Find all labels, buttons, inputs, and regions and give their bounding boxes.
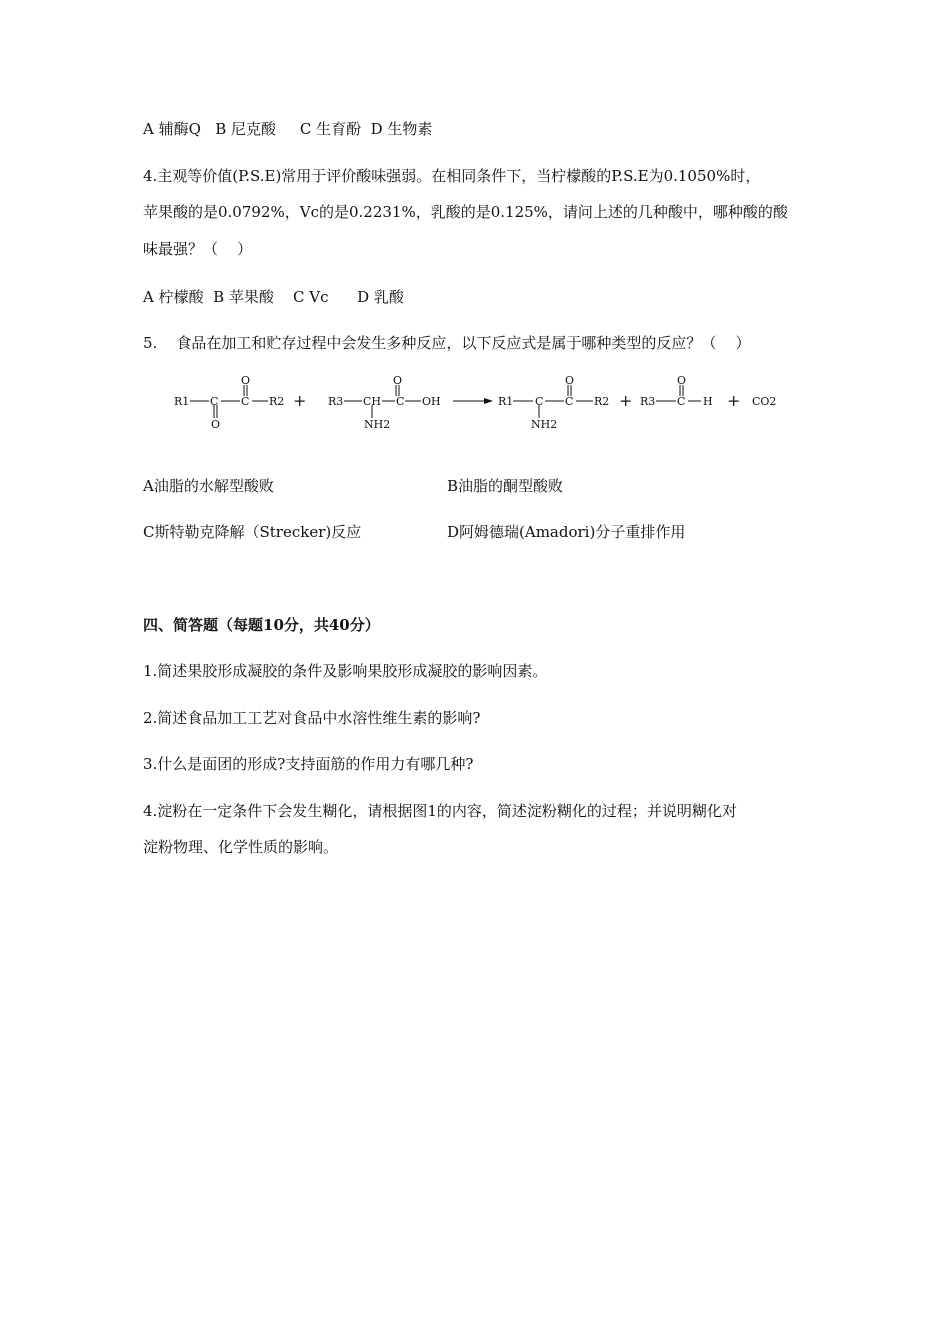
q5-option-b: B油脂的酮型酸败 (447, 477, 564, 495)
short-answer-q3: 3.什么是面团的形成?支持面筋的作用力有哪几种? (143, 755, 474, 773)
q4-options: A 柠檬酸 B 苹果酸 C Vc D 乳酸 (143, 288, 404, 306)
q5-option-a: A油脂的水解型酸败 (143, 477, 274, 495)
co2-label: CO2 (752, 395, 777, 408)
r3-label: R3 (328, 395, 344, 408)
q5-option-d: D阿姆德瑞(Amadori)分子重排作用 (447, 523, 686, 541)
c-label: C (241, 395, 250, 408)
r2-label: R2 (269, 395, 285, 408)
ch-label: CH (363, 395, 382, 408)
q3-options: A 辅酶Q B 尼克酸 C 生育酚 D 生物素 (143, 120, 433, 138)
q4-stem-line1: 4.主观等价值(P.S.E)常用于评价酸味强弱。在相同条件下，当柠檬酸的P.S.E为0.1050%时， (143, 167, 761, 185)
o-label: O (241, 374, 251, 387)
c-label: C (396, 395, 405, 408)
nh2-label: NH2 (364, 418, 391, 431)
o-label: O (393, 374, 403, 387)
plus-sign: + (293, 391, 307, 410)
h-label: H (703, 395, 713, 408)
short-answer-q2: 2.简述食品加工工艺对食品中水溶性维生素的影响? (143, 709, 481, 727)
short-answer-q1: 1.简述果胶形成凝胶的条件及影响果胶形成凝胶的影响因素。 (143, 662, 548, 680)
r3-label: R3 (640, 395, 656, 408)
q4-stem-line2: 苹果酸的是0.0792%，Vc的是0.2231%，乳酸的是0.125%，请问上述的几种酸中，哪种酸的酸 (143, 203, 788, 221)
c-label: C (535, 395, 544, 408)
short-answer-q4-line1: 4.淀粉在一定条件下会发生糊化，请根据图1的内容，简述淀粉糊化的过程；并说明糊化对 (143, 802, 737, 820)
c-label: C (565, 395, 574, 408)
short-answer-q4-line2: 淀粉物理、化学性质的影响。 (143, 838, 339, 856)
c-label: C (677, 395, 686, 408)
o-label: O (677, 374, 687, 387)
nh2-label: NH2 (531, 418, 558, 431)
arrow-head-icon (484, 398, 493, 404)
o-label: O (211, 418, 221, 431)
r2-label: R2 (594, 395, 610, 408)
q5-stem: 5. 食品在加工和贮存过程中会发生多种反应，以下反应式是属于哪种类型的反应？（ ） (143, 334, 751, 352)
oh-label: OH (422, 395, 441, 408)
r1-label: R1 (174, 395, 190, 408)
q5-option-c: C斯特勒克降解（Strecker)反应 (143, 523, 362, 541)
o-label: O (565, 374, 575, 387)
section-title: 四、简答题（每题10分，共40分） (143, 616, 380, 634)
plus-sign: + (727, 391, 741, 410)
c-label: C (210, 395, 219, 408)
plus-sign: + (619, 391, 633, 410)
r1-label: R1 (498, 395, 514, 408)
q4-stem-line3: 味最强？（ ） (143, 240, 253, 258)
